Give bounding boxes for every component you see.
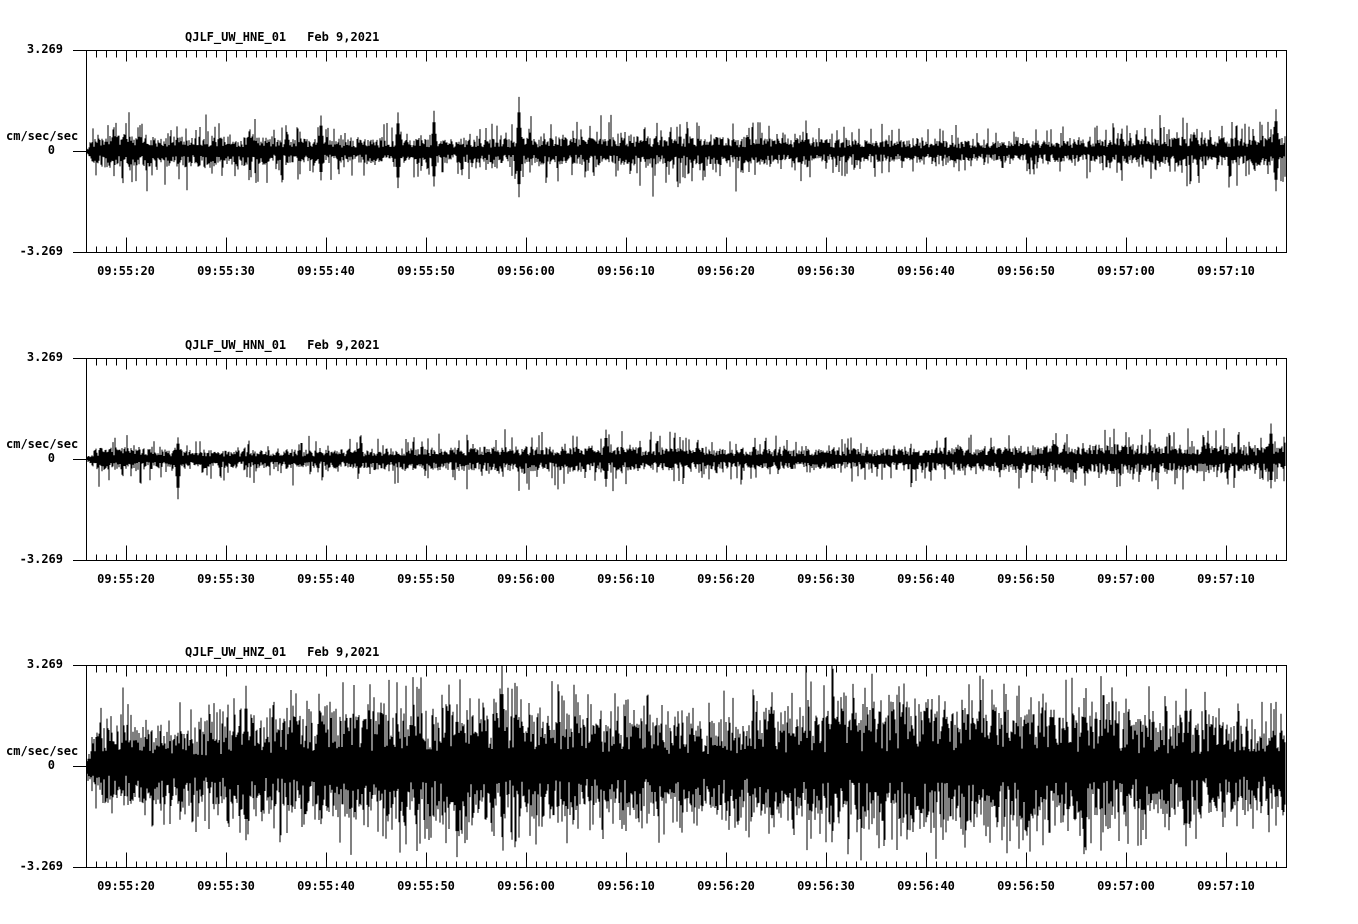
x-tick-label: 09:56:20 — [697, 879, 755, 893]
x-tick-label: 09:56:20 — [697, 572, 755, 586]
y-tick-zero: 0 — [47, 758, 55, 772]
y-tick-zero: 0 — [47, 451, 55, 465]
x-tick-label: 09:57:10 — [1197, 879, 1255, 893]
x-tick-label: 09:56:10 — [597, 572, 655, 586]
y-axis-unit-label: cm/sec/sec — [6, 129, 79, 143]
trace-station-id: QJLF_UW_HNE_01 — [185, 30, 287, 44]
y-tick-zero: 0 — [47, 143, 55, 157]
y-tick-max: 3.269 — [26, 350, 63, 364]
waveform-trace — [87, 665, 1285, 860]
x-tick-label: 09:55:30 — [197, 264, 255, 278]
x-tick-label: 09:55:20 — [97, 879, 155, 893]
x-tick-label: 09:56:50 — [997, 879, 1055, 893]
x-tick-label: 09:57:10 — [1197, 572, 1255, 586]
x-tick-label: 09:56:30 — [797, 572, 855, 586]
seismogram-panel-hnz — [0, 615, 1358, 915]
x-tick-label: 09:55:50 — [397, 572, 455, 586]
x-tick-label: 09:56:30 — [797, 879, 855, 893]
trace-station-id: QJLF_UW_HNZ_01 — [185, 645, 287, 659]
x-tick-label: 09:55:50 — [397, 264, 455, 278]
trace-title — [185, 31, 379, 44]
trace-date: Feb 9,2021 — [307, 30, 380, 44]
x-tick-label: 09:56:50 — [997, 264, 1055, 278]
x-tick-label: 09:56:00 — [497, 879, 555, 893]
y-axis-unit-label: cm/sec/sec — [6, 437, 79, 451]
waveform-plot-hne — [0, 0, 1358, 295]
x-tick-label: 09:55:40 — [297, 572, 355, 586]
x-tick-label: 09:57:10 — [1197, 264, 1255, 278]
x-tick-label: 09:56:40 — [897, 264, 955, 278]
waveform-plot-hnz — [0, 615, 1358, 910]
x-tick-label: 09:56:00 — [497, 264, 555, 278]
x-tick-label: 09:57:00 — [1097, 264, 1155, 278]
waveform-plot-hnn — [0, 308, 1358, 603]
waveform-trace — [87, 97, 1285, 197]
y-tick-min: -3.269 — [19, 244, 63, 258]
y-tick-max: 3.269 — [26, 42, 63, 56]
y-tick-min: -3.269 — [19, 552, 63, 566]
x-tick-label: 09:56:10 — [597, 264, 655, 278]
x-tick-label: 09:56:10 — [597, 879, 655, 893]
x-tick-label: 09:56:50 — [997, 572, 1055, 586]
x-tick-label: 09:56:30 — [797, 264, 855, 278]
trace-date: Feb 9,2021 — [307, 645, 380, 659]
waveform-trace — [87, 424, 1285, 500]
x-tick-label: 09:56:40 — [897, 572, 955, 586]
x-tick-label: 09:56:40 — [897, 879, 955, 893]
x-tick-label: 09:55:30 — [197, 572, 255, 586]
y-tick-max: 3.269 — [26, 657, 63, 671]
seismogram-panel-hne — [0, 0, 1358, 300]
trace-title — [185, 646, 379, 659]
x-tick-label: 09:55:40 — [297, 264, 355, 278]
x-tick-label: 09:57:00 — [1097, 879, 1155, 893]
x-tick-label: 09:56:20 — [697, 264, 755, 278]
x-tick-label: 09:57:00 — [1097, 572, 1155, 586]
x-tick-label: 09:55:50 — [397, 879, 455, 893]
seismogram-panel-hnn — [0, 308, 1358, 608]
x-tick-label: 09:56:00 — [497, 572, 555, 586]
trace-date: Feb 9,2021 — [307, 338, 380, 352]
y-axis-unit-label: cm/sec/sec — [6, 744, 79, 758]
x-tick-label: 09:55:20 — [97, 264, 155, 278]
y-tick-min: -3.269 — [19, 859, 63, 873]
x-tick-label: 09:55:20 — [97, 572, 155, 586]
x-tick-label: 09:55:40 — [297, 879, 355, 893]
trace-title — [185, 339, 379, 352]
x-tick-label: 09:55:30 — [197, 879, 255, 893]
trace-station-id: QJLF_UW_HNN_01 — [185, 338, 287, 352]
